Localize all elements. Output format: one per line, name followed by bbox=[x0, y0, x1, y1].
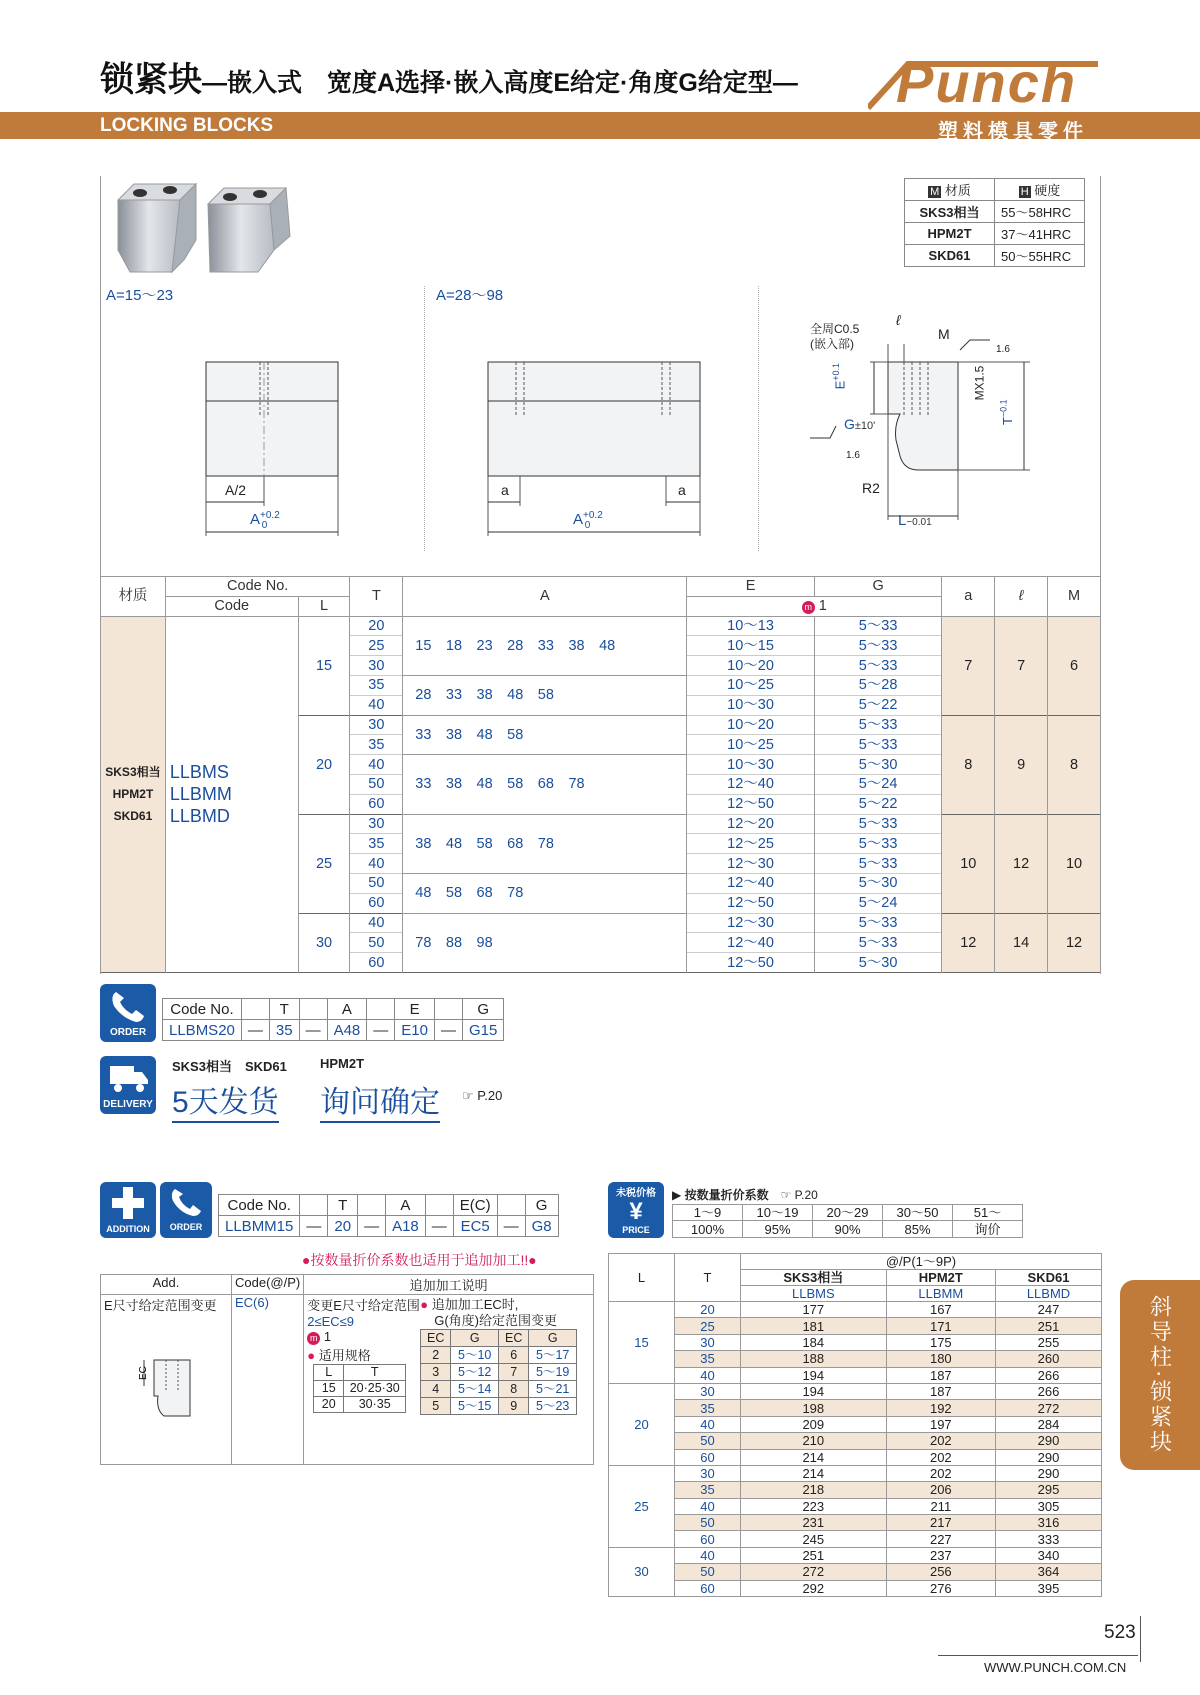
ell-cell: 9 bbox=[995, 715, 1048, 814]
addition-icon: ADDITION bbox=[100, 1182, 156, 1238]
order-value-cell: 35 bbox=[269, 1020, 299, 1041]
th-codeno: Code No. bbox=[165, 577, 350, 597]
price-row bbox=[609, 1400, 1102, 1416]
m-cell: 10 bbox=[1048, 814, 1101, 913]
th-a-small: a bbox=[942, 577, 995, 617]
price-row bbox=[609, 1449, 1102, 1465]
price-table: L T @/P(1～9P) SKS3相当 HPM2T SKD61 LLBMS LLBMM LLBMD 15 20 177 167 247 25 181 171 251 30 184 175 255 35 188 180 260 40 194 187 266 20 30 194 187 266 35 198 192 272 40 209 197 284 50 210 202 290 60 214 202 290 25 30 214 202 290 35 218 206 295 40 223 211 305 50 231 217 316 60 245 227 333 30 40 251 237 340 50 272 256 364 60 292 276 395 bbox=[608, 1253, 1102, 1597]
e-cell: 12～50 bbox=[687, 953, 815, 973]
a-cell: 15 18 23 28 33 38 48 bbox=[403, 616, 687, 675]
t-cell: 40 bbox=[350, 695, 403, 715]
brand-logo: Punch bbox=[868, 56, 1108, 118]
order-value-cell: — bbox=[358, 1216, 386, 1237]
order-header-cell bbox=[497, 1195, 525, 1216]
phone-icon bbox=[168, 1185, 204, 1219]
t-cell: 60 bbox=[350, 893, 403, 913]
price-row bbox=[609, 1302, 1102, 1318]
a-cell: 7 bbox=[942, 616, 995, 715]
order-value-cell: A48 bbox=[327, 1020, 367, 1041]
e-cell: 10～13 bbox=[687, 616, 815, 636]
price-row bbox=[609, 1482, 1102, 1498]
qty-cell: 1～9 bbox=[673, 1205, 743, 1221]
g-cell: 5～22 bbox=[814, 794, 942, 814]
order-header-cell: T bbox=[269, 999, 299, 1020]
g-cell: 5～30 bbox=[814, 755, 942, 775]
svg-text:EC: EC bbox=[138, 1366, 149, 1380]
delivery-ref: ☞ P.20 bbox=[462, 1088, 503, 1103]
unit-badge: m bbox=[307, 1332, 320, 1345]
th-e: E bbox=[687, 577, 815, 597]
g-cell: 5～30 bbox=[814, 873, 942, 893]
e-cell: 10～25 bbox=[687, 675, 815, 695]
order-icon: ORDER bbox=[100, 984, 156, 1042]
price-value-cell: 210 bbox=[741, 1433, 887, 1449]
price-row bbox=[609, 1367, 1102, 1383]
t-cell: 20 bbox=[350, 616, 403, 636]
e-cell: 10～30 bbox=[687, 755, 815, 775]
rate-cell: 90% bbox=[813, 1221, 883, 1237]
divider bbox=[758, 286, 759, 551]
material-table: M 材质 H 硬度 SKS3相当 55～58HRC HPM2T 37～41HRC SKD61 50～55HRC bbox=[904, 178, 1085, 267]
e-cell: 12～50 bbox=[687, 794, 815, 814]
price-row bbox=[609, 1515, 1102, 1531]
price-value-cell: 364 bbox=[996, 1564, 1102, 1580]
t-cell: 60 bbox=[350, 794, 403, 814]
th-a: A bbox=[403, 577, 687, 617]
dim-e-tol: $E^{+0.1}$ bbox=[831, 362, 848, 390]
price-t-cell: 40 bbox=[675, 1498, 741, 1514]
price-value-cell: 305 bbox=[996, 1498, 1102, 1514]
order-header-cell bbox=[358, 1195, 386, 1216]
code-cell: LLBMS LLBMM LLBMD bbox=[165, 616, 298, 972]
e-cell: 10～30 bbox=[687, 695, 815, 715]
price-t-cell: 40 bbox=[675, 1547, 741, 1563]
price-value-cell: 181 bbox=[741, 1318, 887, 1334]
qty-cell: 20～29 bbox=[813, 1205, 883, 1221]
note-chamfer: 全周C0.5 (嵌入部) bbox=[810, 322, 860, 351]
order-header-cell: Code No. bbox=[163, 999, 242, 1020]
dim-a-tol-2: $A^{+0.2}_0$ bbox=[573, 510, 603, 531]
price-t-cell: 60 bbox=[675, 1449, 741, 1465]
l-cell: 25 bbox=[298, 814, 350, 913]
price-value-cell: 217 bbox=[886, 1515, 995, 1531]
th-l: L bbox=[298, 596, 350, 616]
price-value-cell: 192 bbox=[886, 1400, 995, 1416]
th-ell: ℓ bbox=[995, 577, 1048, 617]
dim-l-tol: L−0.01 bbox=[898, 512, 932, 529]
order-header-cell: E(C) bbox=[453, 1195, 497, 1216]
delivery-materials-1: SKS3相当 SKD61 bbox=[172, 1059, 287, 1074]
order-value-cell: LLBMS20 bbox=[163, 1020, 242, 1041]
price-value-cell: 227 bbox=[886, 1531, 995, 1547]
addition-table: Add. Code(@/P) 追加加工说明 E尺寸给定范围变更 EC EC(6) 变更E尺寸给定范围 2≤EC≤9 m 1 ● 适用规格 L T 15 20·25·30 20 30·35 ● 追加加工EC时, G(角度)给定范围变更 EC G EC G 2 5～10 6 5～17 3 5～12 7 5～19 4 5～14 8 5～21 5 5～15 9 5～23 bbox=[100, 1274, 594, 1465]
price-t-cell: 40 bbox=[675, 1416, 741, 1432]
material-cell: SKS3相当 HPM2T SKD61 bbox=[101, 616, 166, 972]
g-cell: 5～33 bbox=[814, 656, 942, 676]
order-header-cell: Code No. bbox=[219, 1195, 300, 1216]
divider bbox=[424, 286, 425, 551]
info-icon: ● bbox=[420, 1297, 429, 1312]
price-row bbox=[609, 1531, 1102, 1547]
t-cell: 50 bbox=[350, 873, 403, 893]
spec-row bbox=[101, 616, 1101, 636]
order-header-cell bbox=[367, 999, 395, 1020]
price-row bbox=[609, 1383, 1102, 1399]
dim-r2: R2 bbox=[862, 480, 880, 496]
spec-table bbox=[100, 576, 1101, 973]
t-cell: 40 bbox=[350, 913, 403, 933]
m-cell: 12 bbox=[1048, 913, 1101, 972]
price-value-cell: 284 bbox=[996, 1416, 1102, 1432]
rate-cell: 100% bbox=[673, 1221, 743, 1237]
ell-cell: 7 bbox=[995, 616, 1048, 715]
th-g: G bbox=[814, 577, 942, 597]
price-value-cell: 206 bbox=[886, 1482, 995, 1498]
order-header-cell bbox=[300, 1195, 328, 1216]
hardness-badge: H bbox=[1020, 186, 1029, 198]
price-value-cell: 194 bbox=[741, 1383, 887, 1399]
price-value-cell: 260 bbox=[996, 1351, 1102, 1367]
rate-cell: 询价 bbox=[953, 1221, 1023, 1237]
price-value-cell: 175 bbox=[886, 1334, 995, 1350]
order-header-cell bbox=[434, 999, 462, 1020]
price-value-cell: 202 bbox=[886, 1433, 995, 1449]
price-t-cell: 20 bbox=[675, 1302, 741, 1318]
price-value-cell: 290 bbox=[996, 1465, 1102, 1481]
order-value-cell: — bbox=[434, 1020, 462, 1041]
a-cell: 10 bbox=[942, 814, 995, 913]
price-t-cell: 50 bbox=[675, 1564, 741, 1580]
t-cell: 60 bbox=[350, 953, 403, 973]
a-cell: 33 38 48 58 68 78 bbox=[403, 755, 687, 814]
t-cell: 50 bbox=[350, 933, 403, 953]
e-cell: 12～20 bbox=[687, 814, 815, 834]
dim-ell: ℓ bbox=[896, 312, 901, 328]
order-header-cell: A bbox=[327, 999, 367, 1020]
qty-cell: 10～19 bbox=[743, 1205, 813, 1221]
price-value-cell: 266 bbox=[996, 1367, 1102, 1383]
g-cell: 5～33 bbox=[814, 814, 942, 834]
unit-badge: m bbox=[802, 601, 815, 614]
addition-note: ●按数量折价系数也适用于追加加工!!● bbox=[302, 1252, 537, 1268]
e-cell: 12～30 bbox=[687, 854, 815, 874]
g-cell: 5～33 bbox=[814, 834, 942, 854]
e-cell: 12～40 bbox=[687, 933, 815, 953]
price-l-cell: 15 bbox=[609, 1302, 675, 1384]
price-value-cell: 316 bbox=[996, 1515, 1102, 1531]
price-value-cell: 171 bbox=[886, 1318, 995, 1334]
footer-divider bbox=[1140, 1616, 1141, 1662]
ell-cell: 14 bbox=[995, 913, 1048, 972]
info-icon: ● bbox=[307, 1348, 316, 1363]
roughness-mark: 1.6 bbox=[846, 450, 860, 461]
e-cell: 10～20 bbox=[687, 715, 815, 735]
price-t-cell: 35 bbox=[675, 1400, 741, 1416]
order-header-cell bbox=[425, 1195, 453, 1216]
price-value-cell: 177 bbox=[741, 1302, 887, 1318]
g-cell: 5～28 bbox=[814, 675, 942, 695]
g-cell: 5～33 bbox=[814, 735, 942, 755]
a-cell: 28 33 38 48 58 bbox=[403, 675, 687, 715]
price-value-cell: 184 bbox=[741, 1334, 887, 1350]
addition-order-icon: ORDER bbox=[160, 1182, 212, 1238]
order-example-table bbox=[162, 998, 504, 1041]
g-cell: 5～33 bbox=[814, 636, 942, 656]
order-value-cell: LLBMM15 bbox=[219, 1216, 300, 1237]
drawing-side-view bbox=[800, 330, 1030, 540]
order-value-cell: A18 bbox=[386, 1216, 426, 1237]
m-cell: 6 bbox=[1048, 616, 1101, 715]
g-cell: 5～24 bbox=[814, 893, 942, 913]
price-value-cell: 223 bbox=[741, 1498, 887, 1514]
th-m: M bbox=[1048, 577, 1101, 617]
range-label-2: A=28～98 bbox=[436, 287, 504, 304]
a-cell: 78 88 98 bbox=[403, 913, 687, 972]
e-cell: 12～40 bbox=[687, 873, 815, 893]
price-value-cell: 167 bbox=[886, 1302, 995, 1318]
ell-cell: 12 bbox=[995, 814, 1048, 913]
qty-cell: 51～ bbox=[953, 1205, 1023, 1221]
plus-icon bbox=[110, 1185, 146, 1221]
price-value-cell: 214 bbox=[741, 1465, 887, 1481]
truck-icon bbox=[106, 1060, 150, 1096]
t-cell: 50 bbox=[350, 774, 403, 794]
dim-a-small-left: a bbox=[501, 482, 509, 498]
m-cell: 8 bbox=[1048, 715, 1101, 814]
price-t-cell: 35 bbox=[675, 1482, 741, 1498]
a-cell: 33 38 48 58 bbox=[403, 715, 687, 755]
dim-m: M bbox=[938, 326, 950, 342]
order-value-cell: — bbox=[367, 1020, 395, 1041]
roughness-mark: 1.6 bbox=[996, 344, 1010, 355]
price-t-cell: 40 bbox=[675, 1367, 741, 1383]
price-l-cell: 20 bbox=[609, 1383, 675, 1465]
dim-a-small-right: a bbox=[678, 482, 686, 498]
rate-cell: 95% bbox=[743, 1221, 813, 1237]
l-cell: 30 bbox=[298, 913, 350, 972]
yen-icon: ¥ bbox=[629, 1198, 643, 1225]
price-value-cell: 245 bbox=[741, 1531, 887, 1547]
price-value-cell: 295 bbox=[996, 1482, 1102, 1498]
section-side-tab[interactable]: 斜导柱·锁紧块 bbox=[1120, 1280, 1200, 1470]
page-subtitle: LOCKING BLOCKS bbox=[100, 115, 274, 136]
price-value-cell: 272 bbox=[741, 1564, 887, 1580]
price-value-cell: 187 bbox=[886, 1367, 995, 1383]
order-value-cell: G8 bbox=[525, 1216, 558, 1237]
e-cell: 10～25 bbox=[687, 735, 815, 755]
g-cell: 5～33 bbox=[814, 616, 942, 636]
order-value-cell: 20 bbox=[328, 1216, 358, 1237]
price-l-cell: 30 bbox=[609, 1547, 675, 1596]
price-value-cell: 395 bbox=[996, 1580, 1102, 1596]
g-cell: 5～24 bbox=[814, 774, 942, 794]
price-value-cell: 188 bbox=[741, 1351, 887, 1367]
rate-cell: 85% bbox=[883, 1221, 953, 1237]
order-header-cell bbox=[241, 999, 269, 1020]
th-unit: m 1 bbox=[687, 596, 942, 616]
discount-title: ▶ 按数量折价系数 ☞ P.20 bbox=[672, 1188, 818, 1202]
price-row bbox=[609, 1564, 1102, 1580]
dim-t-tol: $T^{-0.1}$ bbox=[998, 399, 1016, 426]
t-cell: 30 bbox=[350, 715, 403, 735]
g-cell: 5～33 bbox=[814, 913, 942, 933]
dim-half-a: A/2 bbox=[225, 482, 247, 498]
price-value-cell: 214 bbox=[741, 1449, 887, 1465]
t-cell: 35 bbox=[350, 735, 403, 755]
price-t-cell: 50 bbox=[675, 1515, 741, 1531]
price-l-cell: 25 bbox=[609, 1465, 675, 1547]
order-header-cell: G bbox=[525, 1195, 558, 1216]
price-row bbox=[609, 1498, 1102, 1514]
order-value-cell: EC5 bbox=[453, 1216, 497, 1237]
a-cell: 48 58 68 78 bbox=[403, 873, 687, 913]
a-cell: 38 48 58 68 78 bbox=[403, 814, 687, 873]
price-t-cell: 60 bbox=[675, 1531, 741, 1547]
order-value-cell: — bbox=[241, 1020, 269, 1041]
price-value-cell: 251 bbox=[996, 1318, 1102, 1334]
t-cell: 30 bbox=[350, 656, 403, 676]
order-value-cell: — bbox=[425, 1216, 453, 1237]
g-cell: 5～22 bbox=[814, 695, 942, 715]
price-row bbox=[609, 1334, 1102, 1350]
price-t-cell: 25 bbox=[675, 1318, 741, 1334]
price-row bbox=[609, 1465, 1102, 1481]
price-row bbox=[609, 1318, 1102, 1334]
qty-cell: 30～50 bbox=[883, 1205, 953, 1221]
phone-icon bbox=[108, 988, 148, 1024]
t-cell: 40 bbox=[350, 755, 403, 775]
t-cell: 35 bbox=[350, 834, 403, 854]
price-value-cell: 180 bbox=[886, 1351, 995, 1367]
order-header-cell: T bbox=[328, 1195, 358, 1216]
price-value-cell: 251 bbox=[741, 1547, 887, 1563]
order-header-cell: A bbox=[386, 1195, 426, 1216]
price-t-cell: 30 bbox=[675, 1383, 741, 1399]
price-icon: 未税价格 ¥ PRICE bbox=[608, 1182, 664, 1238]
price-t-cell: 30 bbox=[675, 1334, 741, 1350]
price-t-cell: 50 bbox=[675, 1433, 741, 1449]
price-value-cell: 340 bbox=[996, 1547, 1102, 1563]
order-header-cell: G bbox=[462, 999, 503, 1020]
price-row bbox=[609, 1351, 1102, 1367]
brand-subtitle: 塑料模具零件 bbox=[938, 121, 1088, 143]
price-t-cell: 35 bbox=[675, 1351, 741, 1367]
price-value-cell: 194 bbox=[741, 1367, 887, 1383]
page-number: 523 bbox=[1104, 1622, 1136, 1643]
price-value-cell: 197 bbox=[886, 1416, 995, 1432]
e-cell: 12～25 bbox=[687, 834, 815, 854]
e-cell: 12～50 bbox=[687, 893, 815, 913]
price-value-cell: 209 bbox=[741, 1416, 887, 1432]
price-value-cell: 266 bbox=[996, 1383, 1102, 1399]
a-cell: 8 bbox=[942, 715, 995, 814]
price-value-cell: 272 bbox=[996, 1400, 1102, 1416]
price-value-cell: 290 bbox=[996, 1449, 1102, 1465]
dim-mx: MX1.5 bbox=[972, 365, 987, 401]
price-value-cell: 247 bbox=[996, 1302, 1102, 1318]
price-value-cell: 218 bbox=[741, 1482, 887, 1498]
l-cell: 15 bbox=[298, 616, 350, 715]
l-cell: 20 bbox=[298, 715, 350, 814]
a-cell: 12 bbox=[942, 913, 995, 972]
order-value-cell: — bbox=[300, 1216, 328, 1237]
g-cell: 5～33 bbox=[814, 933, 942, 953]
price-value-cell: 256 bbox=[886, 1564, 995, 1580]
price-value-cell: 292 bbox=[741, 1580, 887, 1596]
th-material: 材质 bbox=[101, 577, 166, 617]
price-row bbox=[609, 1433, 1102, 1449]
price-value-cell: 237 bbox=[886, 1547, 995, 1563]
price-value-cell: 290 bbox=[996, 1433, 1102, 1449]
footer-line bbox=[938, 1655, 1138, 1656]
order-value-cell: — bbox=[497, 1216, 525, 1237]
applicable-spec-table: L T 15 20·25·30 20 30·35 bbox=[313, 1364, 406, 1413]
product-photo bbox=[112, 180, 302, 280]
dim-a-tol: $A^{+0.2}_0$ bbox=[250, 510, 280, 531]
material-badge: M bbox=[930, 186, 940, 198]
delivery-icon: DELIVERY bbox=[100, 1056, 156, 1114]
price-row bbox=[609, 1416, 1102, 1432]
ec-g-table: EC G EC G 2 5～10 6 5～17 3 5～12 7 5～19 4 5～14 8 5～21 5 5～15 9 5～23 bbox=[420, 1329, 577, 1415]
e-cell: 10～20 bbox=[687, 656, 815, 676]
order-header-cell: E bbox=[395, 999, 435, 1020]
t-cell: 30 bbox=[350, 814, 403, 834]
g-cell: 5～33 bbox=[814, 854, 942, 874]
delivery-materials-2: HPM2T bbox=[320, 1056, 365, 1071]
order-value-cell: E10 bbox=[395, 1020, 435, 1041]
th-code: Code bbox=[165, 596, 298, 616]
range-label-1: A=15～23 bbox=[106, 287, 174, 304]
t-cell: 25 bbox=[350, 636, 403, 656]
price-value-cell: 333 bbox=[996, 1531, 1102, 1547]
t-cell: 35 bbox=[350, 675, 403, 695]
price-t-cell: 30 bbox=[675, 1465, 741, 1481]
price-value-cell: 211 bbox=[886, 1498, 995, 1514]
price-value-cell: 202 bbox=[886, 1449, 995, 1465]
e-cell: 12～40 bbox=[687, 774, 815, 794]
price-value-cell: 276 bbox=[886, 1580, 995, 1596]
delivery-ask: 询问确定 bbox=[320, 1077, 440, 1123]
price-value-cell: 231 bbox=[741, 1515, 887, 1531]
website: WWW.PUNCH.COM.CN bbox=[984, 1660, 1127, 1675]
price-value-cell: 202 bbox=[886, 1465, 995, 1481]
t-cell: 40 bbox=[350, 854, 403, 874]
price-row bbox=[609, 1580, 1102, 1596]
price-value-cell: 255 bbox=[996, 1334, 1102, 1350]
th-t: T bbox=[350, 577, 403, 617]
discount-table bbox=[672, 1204, 1023, 1238]
g-cell: 5～33 bbox=[814, 715, 942, 735]
page-title: 锁紧块—嵌入式 宽度A选择·嵌入高度E给定·角度G给定型— bbox=[100, 61, 798, 99]
order-header-cell bbox=[299, 999, 327, 1020]
price-t-cell: 60 bbox=[675, 1580, 741, 1596]
e-cell: 12～30 bbox=[687, 913, 815, 933]
g-cell: 5～30 bbox=[814, 953, 942, 973]
price-row bbox=[609, 1547, 1102, 1563]
price-value-cell: 187 bbox=[886, 1383, 995, 1399]
delivery-days: 5天发货 bbox=[172, 1077, 279, 1123]
dim-g-angle: G±10' bbox=[844, 416, 876, 432]
order-value-cell: G15 bbox=[462, 1020, 503, 1041]
e-cell: 10～15 bbox=[687, 636, 815, 656]
price-value-cell: 198 bbox=[741, 1400, 887, 1416]
addition-order-table bbox=[218, 1194, 559, 1237]
ec-sketch bbox=[134, 1340, 214, 1420]
order-value-cell: — bbox=[299, 1020, 327, 1041]
